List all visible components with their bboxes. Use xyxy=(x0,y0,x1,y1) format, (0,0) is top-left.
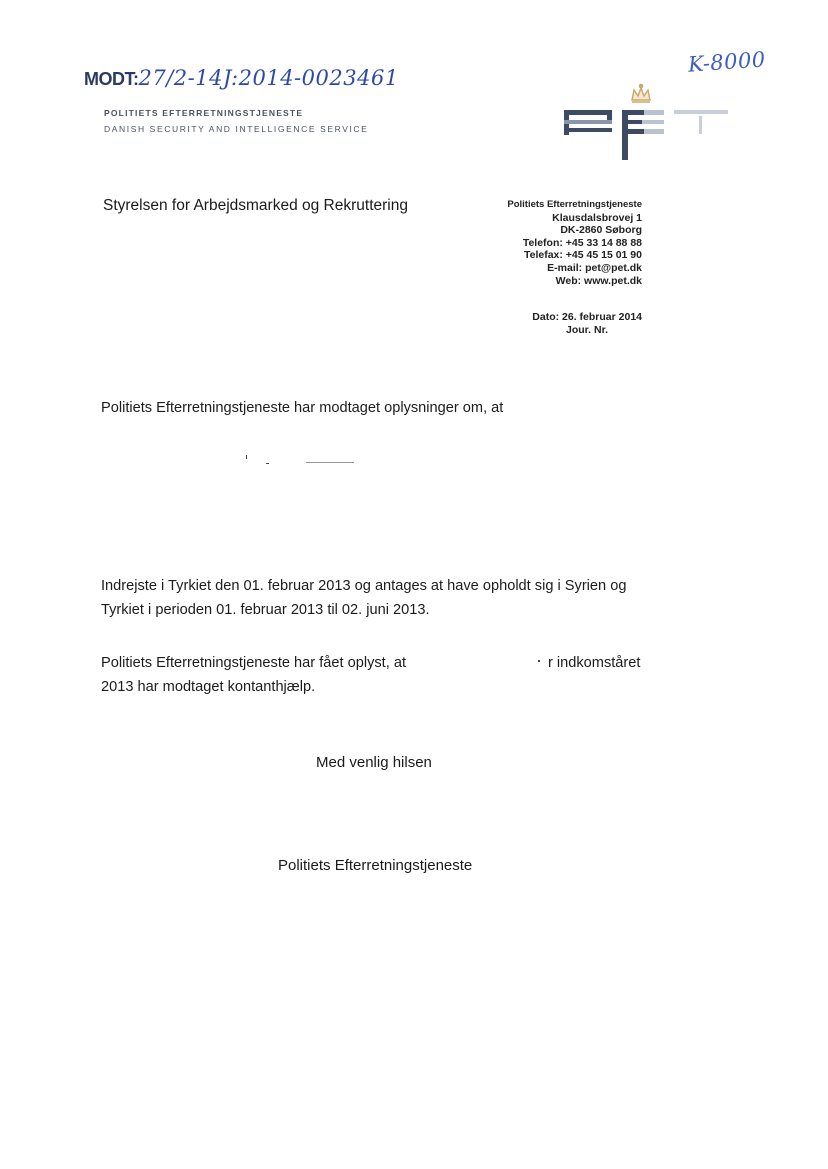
journal-number: Jour. Nr. xyxy=(565,323,608,336)
received-stamp xyxy=(84,66,399,90)
logo-letter-e xyxy=(622,110,664,160)
intro-paragraph: Politiets Efterretningstjeneste har modtaget oplysninger om, at xyxy=(101,400,504,416)
benefit-paragraph xyxy=(101,651,646,699)
travel-paragraph: Indrejste i Tyrkiet den 01. februar 2013 og antages at have opholdt sig i Syrien og Tyrkiet i perioden 01. februar 2013 til 02. juni 2013. xyxy=(101,578,627,618)
benefit-line-end: 2013 har modtaget kontanthjælp. xyxy=(101,679,316,695)
letter-date: Dato: 26. februar 2014 xyxy=(532,311,642,323)
stamp-prefix: MODT: xyxy=(84,69,139,89)
org-name-danish: POLITIETS EFTERRETNINGSTJENESTE xyxy=(104,108,304,118)
recipient-name: Styrelsen for Arbejdsmarked og Rekruttering xyxy=(103,197,408,214)
logo-letter-p xyxy=(564,110,612,135)
logo-letter-t xyxy=(674,110,728,134)
sender-fax: Telefax: +45 45 15 01 90 xyxy=(523,249,642,262)
sender-web: Web: www.pet.dk xyxy=(555,274,642,287)
date-journal-block xyxy=(470,311,642,336)
sender-city: DK-2860 Søborg xyxy=(560,224,642,237)
pet-logo xyxy=(560,82,730,162)
sender-name: Politiets Efterretningstjeneste xyxy=(507,199,642,210)
org-name-english: DANISH SECURITY AND INTELLIGENCE SERVICE xyxy=(104,124,369,134)
signoff-organization: Politiets Efterretningstjeneste xyxy=(278,857,473,874)
benefit-fragment: r indkomståret xyxy=(548,655,641,671)
crown-icon xyxy=(632,84,650,102)
corner-handwritten-note: K-8000 xyxy=(687,47,767,77)
sender-phone: Telefon: +45 33 14 88 88 xyxy=(522,236,642,249)
sender-street: Klausdalsbrovej 1 xyxy=(552,211,642,224)
sender-address-block xyxy=(470,199,642,287)
closing-greeting: Med venlig hilsen xyxy=(316,754,432,771)
benefit-line-start: Politiets Efterretningstjeneste har fået oplyst, at xyxy=(101,655,407,671)
sender-email: E-mail: pet@pet.dk xyxy=(547,261,642,274)
stamp-handwritten-number: 27/2-14J:2014-0023461 xyxy=(138,66,399,90)
